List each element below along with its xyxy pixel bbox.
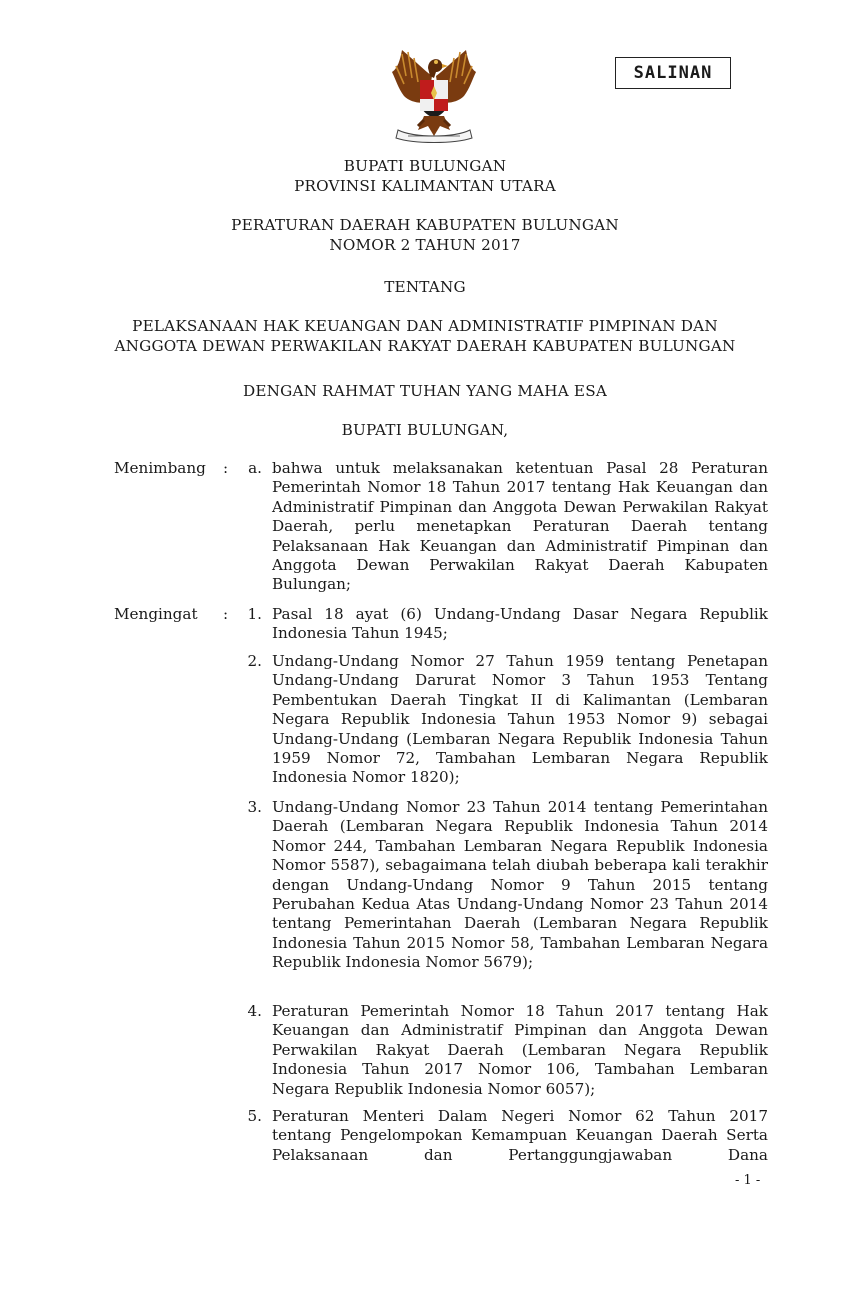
mengingat-item-text: Pasal 18 ayat (6) Undang-Undang Dasar Negara Republik Indonesia Tahun 1945;: [272, 605, 768, 643]
subject-line-2: ANGGOTA DEWAN PERWAKILAN RAKYAT DAERAH KABUPATEN BULUNGAN: [114, 337, 736, 355]
mengingat-item-text: Undang-Undang Nomor 27 Tahun 1959 tentang Penetapan Undang-Undang Darurat Nomor 3 Tahun 1953 Tentang Pembentukan Daerah Tingkat II di Kalimantan (Lembaran Negara Republik Indonesia Tahun 1953 Nomor 9) sebagai Undang-Undang (Lembaran Negara Republik Indonesia Tahun 1959 Nomor 72, Tambahan Lembaran Negara Republik Indonesia Nomor 1820);: [272, 652, 768, 787]
menimbang-label: Menimbang: [114, 459, 206, 477]
page-number: - 1 -: [735, 1173, 761, 1188]
issuer-signature-heading: [0, 420, 850, 440]
regulation-number: NOMOR 2 TAHUN 2017: [329, 236, 521, 254]
heading-province: PROVINSI KALIMANTAN UTARA: [294, 177, 556, 195]
mengingat-item-marker: 1.: [247, 605, 262, 623]
blessing-text: DENGAN RAHMAT TUHAN YANG MAHA ESA: [242, 382, 607, 400]
menimbang-colon: :: [223, 459, 229, 477]
mengingat-item-text: Peraturan Pemerintah Nomor 18 Tahun 2017 tentang Hak Keuangan dan Administratif Pimpinan dan Anggota Dewan Perwakilan Rakyat Daerah (Lembaran Negara Republik Indonesia Tahun 2017 Nomor 106, Tambahan Lembaran Negara Republik Indonesia Nomor 6057);: [272, 1002, 768, 1098]
heading-bupati: BUPATI BULUNGAN: [343, 157, 507, 175]
issuer-name: BUPATI BULUNGAN,: [341, 421, 509, 439]
mengingat-item-marker: 2.: [247, 652, 262, 670]
tentang-heading: [0, 277, 850, 297]
garuda-emblem-icon: [384, 46, 484, 144]
issuer-heading: [0, 156, 850, 196]
regulation-title: PERATURAN DAERAH KABUPATEN BULUNGAN: [231, 216, 619, 234]
subject-line-1: PELAKSANAAN HAK KEUANGAN DAN ADMINISTRATIF PIMPINAN DAN: [132, 317, 718, 335]
regulation-heading: [0, 215, 850, 255]
mengingat-colon: :: [223, 605, 229, 623]
mengingat-item-marker: 3.: [247, 798, 262, 816]
mengingat-item-marker: 4.: [247, 1002, 262, 1020]
salinan-stamp: SALINAN: [615, 57, 731, 89]
tentang-label: TENTANG: [384, 278, 466, 296]
menimbang-item-marker: a.: [248, 459, 262, 477]
mengingat-item-marker: 5.: [247, 1107, 262, 1125]
mengingat-item-text: Peraturan Menteri Dalam Negeri Nomor 62 Tahun 2017 tentang Pengelompokan Kemampuan Keuangan Daerah Serta Pelaksanaan dan Pertanggungjawaban Dana: [272, 1107, 768, 1164]
menimbang-item-text: bahwa untuk melaksanakan ketentuan Pasal 28 Peraturan Pemerintah Nomor 18 Tahun 2017 tentang Hak Keuangan dan Administratif Pimpinan dan Anggota Dewan Perwakilan Rakyat Daerah, perlu menetapkan Peraturan Daerah tentang Pelaksanaan Hak Keuangan dan Administratif Pimpinan dan Anggota Dewan Perwakilan Rakyat Daerah Kabupaten Bulungan;: [272, 459, 768, 594]
mengingat-label: Mengingat: [114, 605, 198, 623]
subject-heading: [0, 316, 850, 356]
mengingat-item-text: Undang-Undang Nomor 23 Tahun 2014 tentang Pemerintahan Daerah (Lembaran Negara Republik Indonesia Tahun 2014 Nomor 244, Tambahan Lembaran Negara Republik Indonesia Nomor 5587), sebagaimana telah diubah beberapa kali terakhir dengan Undang-Undang Nomor 9 Tahun 2015 tentang Perubahan Kedua Atas Undang-Undang Nomor 23 Tahun 2014 tentang Pemerintahan Daerah (Lembaran Negara Republik Indonesia Tahun 2015 Nomor 58, Tambahan Lembaran Negara Republik Indonesia Nomor 5679);: [272, 798, 768, 972]
blessing-heading: [0, 381, 850, 401]
